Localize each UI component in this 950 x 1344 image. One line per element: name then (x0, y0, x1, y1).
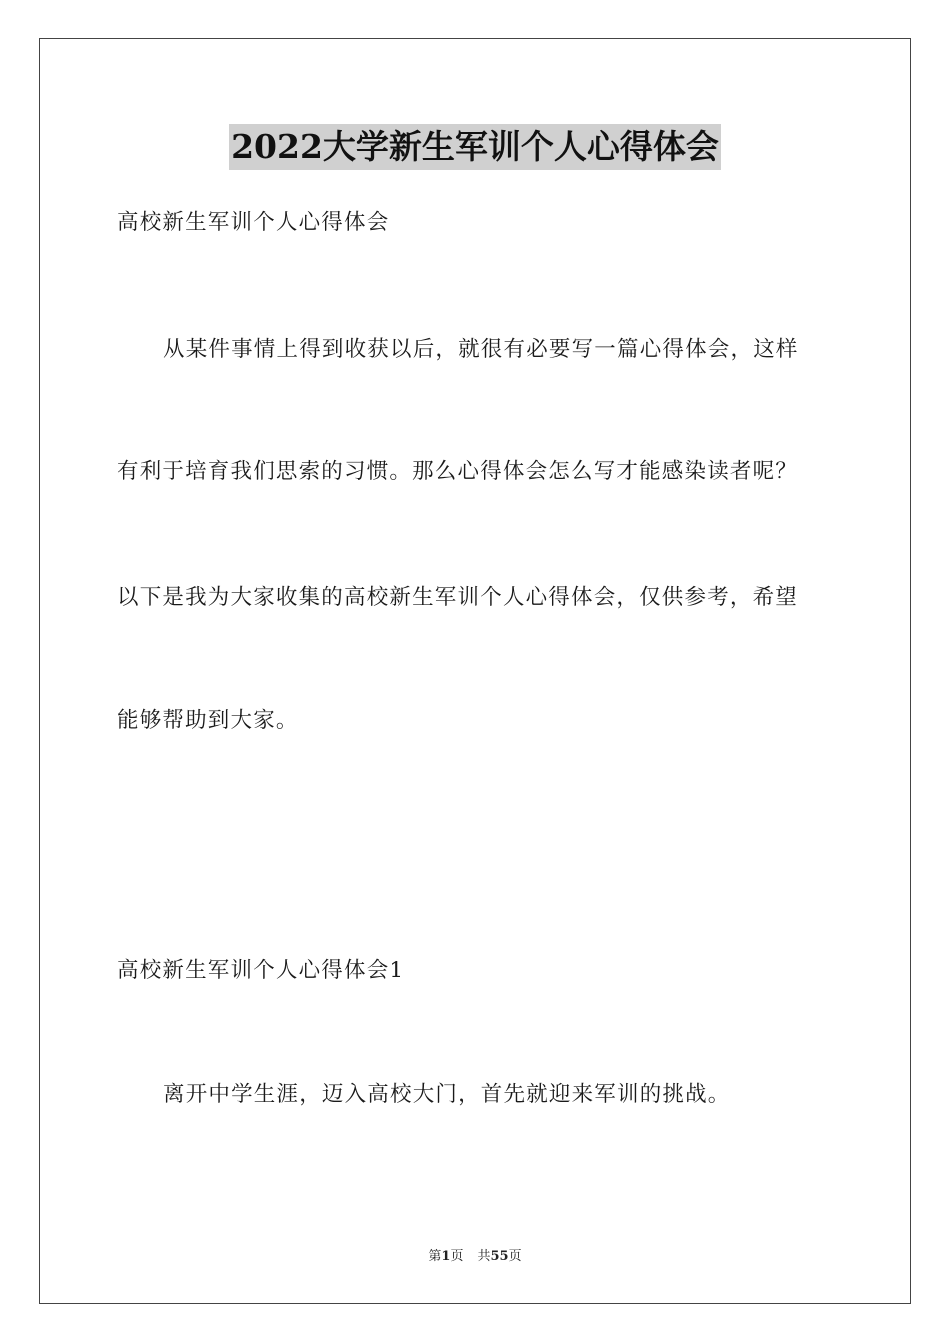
document-title: 2022大学新生军训个人心得体会 (229, 124, 721, 170)
section-heading: 高校新生军训个人心得体会1 (117, 958, 405, 983)
page-suffix: 页 (450, 1249, 464, 1264)
intro-line-1: 从某件事情上得到收获以后，就很有必要写一篇心得体会，这样 (163, 337, 799, 362)
total-suffix: 页 (508, 1249, 522, 1264)
page-total: 55 (490, 1249, 509, 1264)
intro-line-3: 以下是我为大家收集的高校新生军训个人心得体会，仅供参考，希望 (117, 585, 799, 610)
page-current: 1 (441, 1249, 451, 1264)
intro-line-2: 有利于培育我们思索的习惯。那么心得体会怎么写才能感染读者呢？ (117, 459, 799, 484)
section-first-line: 离开中学生涯，迈入高校大门，首先就迎来军训的挑战。 (163, 1082, 731, 1107)
title-container (0, 124, 950, 170)
document-subtitle: 高校新生军训个人心得体会 (117, 210, 390, 235)
page-footer (0, 1245, 950, 1264)
intro-line-4: 能够帮助到大家。 (117, 708, 299, 733)
total-prefix: 共 (477, 1249, 491, 1264)
page-prefix: 第 (428, 1249, 442, 1264)
